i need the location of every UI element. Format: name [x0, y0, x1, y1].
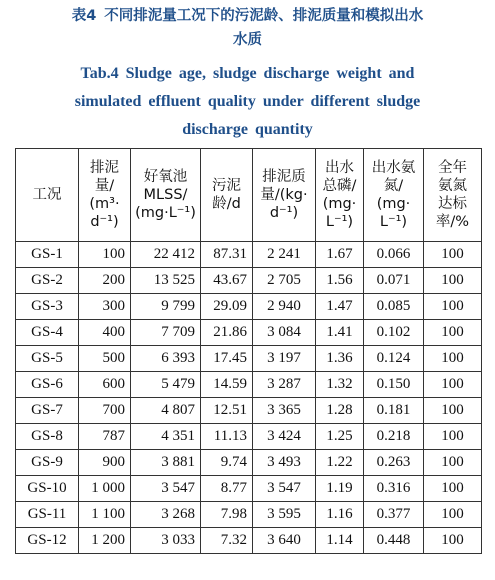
column-header-line: (mg·	[322, 196, 357, 212]
value-cell: 7 709	[131, 320, 201, 346]
value-cell: 787	[79, 424, 131, 450]
column-header-line: 量/	[94, 178, 115, 194]
value-cell: 3 365	[253, 398, 316, 424]
table-caption-chinese	[0, 4, 495, 52]
value-cell: 0.316	[364, 476, 424, 502]
column-header-line: 率/%	[435, 214, 470, 230]
table-row	[16, 268, 482, 294]
value-cell: 3 595	[253, 502, 316, 528]
column-header-line: L⁻¹)	[379, 214, 408, 230]
value-cell: 5 479	[131, 372, 201, 398]
condition-cell: GS-2	[16, 268, 79, 294]
value-cell: 1.22	[316, 450, 364, 476]
condition-cell: GS-12	[16, 528, 79, 554]
value-cell: 700	[79, 398, 131, 424]
caption-cn-label: 表4	[71, 8, 97, 24]
value-cell: 0.218	[364, 424, 424, 450]
column-header-line: 氨氮	[438, 178, 467, 194]
column-header-line: 量/(kg·	[260, 187, 308, 203]
sludge-data-table	[15, 148, 482, 554]
condition-cell: GS-4	[16, 320, 79, 346]
value-cell: 6 393	[131, 346, 201, 372]
value-cell: 100	[424, 502, 482, 528]
value-cell: 100	[424, 268, 482, 294]
value-cell: 0.066	[364, 242, 424, 268]
value-cell: 3 033	[131, 528, 201, 554]
value-cell: 3 197	[253, 346, 316, 372]
value-cell: 13 525	[131, 268, 201, 294]
condition-cell: GS-9	[16, 450, 79, 476]
value-cell: 3 493	[253, 450, 316, 476]
column-header-line: 氮/	[383, 178, 404, 194]
value-cell: 100	[424, 450, 482, 476]
value-cell: 12.51	[201, 398, 253, 424]
value-cell: 3 547	[253, 476, 316, 502]
value-cell: 300	[79, 294, 131, 320]
table-row	[16, 450, 482, 476]
value-cell: 400	[79, 320, 131, 346]
value-cell: 1.47	[316, 294, 364, 320]
value-cell: 3 268	[131, 502, 201, 528]
column-header-line: L⁻¹)	[325, 214, 354, 230]
value-cell: 100	[424, 476, 482, 502]
column-header-3	[201, 149, 253, 242]
value-cell: 0.448	[364, 528, 424, 554]
condition-cell: GS-8	[16, 424, 79, 450]
value-cell: 3 547	[131, 476, 201, 502]
caption-cn-line-2: 水质	[233, 32, 262, 48]
value-cell: 100	[424, 528, 482, 554]
column-header-line: 好氧池	[143, 169, 188, 185]
value-cell: 100	[424, 398, 482, 424]
column-header-line: 达标	[438, 196, 467, 212]
value-cell: 1 200	[79, 528, 131, 554]
value-cell: 2 705	[253, 268, 316, 294]
value-cell: 100	[424, 320, 482, 346]
caption-cn-title: 不同排泥量工况下的污泥龄、排泥质量和模拟出水	[104, 8, 424, 24]
value-cell: 0.085	[364, 294, 424, 320]
table-caption-english	[0, 60, 495, 144]
table-row	[16, 476, 482, 502]
value-cell: 4 807	[131, 398, 201, 424]
value-cell: 1.14	[316, 528, 364, 554]
table-row	[16, 294, 482, 320]
table-row	[16, 372, 482, 398]
column-header-5	[316, 149, 364, 242]
value-cell: 600	[79, 372, 131, 398]
value-cell: 100	[424, 242, 482, 268]
value-cell: 3 287	[253, 372, 316, 398]
value-cell: 100	[424, 294, 482, 320]
table-row	[16, 398, 482, 424]
column-header-line: (m³·	[89, 196, 120, 212]
value-cell: 1.36	[316, 346, 364, 372]
value-cell: 0.071	[364, 268, 424, 294]
value-cell: 1.19	[316, 476, 364, 502]
value-cell: 1.32	[316, 372, 364, 398]
condition-cell: GS-6	[16, 372, 79, 398]
table-row	[16, 242, 482, 268]
value-cell: 87.31	[201, 242, 253, 268]
value-cell: 1 100	[79, 502, 131, 528]
column-header-1	[79, 149, 131, 242]
value-cell: 0.181	[364, 398, 424, 424]
value-cell: 11.13	[201, 424, 253, 450]
value-cell: 3 640	[253, 528, 316, 554]
column-header-line: 总磷/	[322, 178, 357, 194]
table-body	[16, 242, 482, 554]
column-header-line: 龄/d	[212, 196, 241, 212]
column-header-line: 全年	[438, 160, 467, 176]
value-cell: 3 084	[253, 320, 316, 346]
column-header-line: d⁻¹)	[90, 214, 119, 230]
caption-en-line-3: discharge quantity	[182, 121, 313, 138]
value-cell: 0.150	[364, 372, 424, 398]
value-cell: 1.56	[316, 268, 364, 294]
value-cell: 8.77	[201, 476, 253, 502]
value-cell: 29.09	[201, 294, 253, 320]
value-cell: 0.377	[364, 502, 424, 528]
caption-en-line-2: simulated effluent quality under different sludge	[74, 93, 421, 110]
value-cell: 3 881	[131, 450, 201, 476]
value-cell: 0.124	[364, 346, 424, 372]
value-cell: 1 000	[79, 476, 131, 502]
value-cell: 0.263	[364, 450, 424, 476]
value-cell: 9.74	[201, 450, 253, 476]
value-cell: 43.67	[201, 268, 253, 294]
table-row	[16, 424, 482, 450]
table-row	[16, 320, 482, 346]
column-header-line: 工况	[32, 187, 62, 203]
column-header-4	[253, 149, 316, 242]
value-cell: 100	[424, 372, 482, 398]
value-cell: 2 940	[253, 294, 316, 320]
value-cell: 0.102	[364, 320, 424, 346]
column-header-line: 出水	[325, 160, 354, 176]
table-row	[16, 528, 482, 554]
value-cell: 2 241	[253, 242, 316, 268]
condition-cell: GS-11	[16, 502, 79, 528]
value-cell: 3 424	[253, 424, 316, 450]
condition-cell: GS-7	[16, 398, 79, 424]
value-cell: 1.41	[316, 320, 364, 346]
column-header-line: d⁻¹)	[269, 205, 299, 221]
column-header-line: (mg·	[376, 196, 411, 212]
value-cell: 7.98	[201, 502, 253, 528]
table-row	[16, 502, 482, 528]
column-header-line: 污泥	[212, 178, 241, 194]
value-cell: 1.28	[316, 398, 364, 424]
condition-cell: GS-3	[16, 294, 79, 320]
value-cell: 7.32	[201, 528, 253, 554]
value-cell: 500	[79, 346, 131, 372]
value-cell: 1.25	[316, 424, 364, 450]
table-header-row	[16, 149, 482, 242]
value-cell: 21.86	[201, 320, 253, 346]
value-cell: 17.45	[201, 346, 253, 372]
column-header-0	[16, 149, 79, 242]
value-cell: 22 412	[131, 242, 201, 268]
column-header-line: 排泥	[90, 160, 119, 176]
condition-cell: GS-5	[16, 346, 79, 372]
value-cell: 1.67	[316, 242, 364, 268]
caption-cn-line-1	[0, 4, 495, 28]
value-cell: 14.59	[201, 372, 253, 398]
column-header-2	[131, 149, 201, 242]
column-header-line: (mg·L⁻¹)	[135, 205, 196, 221]
condition-cell: GS-1	[16, 242, 79, 268]
condition-cell: GS-10	[16, 476, 79, 502]
value-cell: 9 799	[131, 294, 201, 320]
column-header-line: 排泥质	[262, 169, 306, 185]
column-header-6	[364, 149, 424, 242]
value-cell: 100	[424, 346, 482, 372]
value-cell: 4 351	[131, 424, 201, 450]
value-cell: 1.16	[316, 502, 364, 528]
value-cell: 200	[79, 268, 131, 294]
caption-en-line-1: Tab.4 Sludge age, sludge discharge weight and	[80, 65, 415, 82]
value-cell: 900	[79, 450, 131, 476]
value-cell: 100	[424, 424, 482, 450]
column-header-line: MLSS/	[143, 187, 188, 203]
column-header-line: 出水氨	[371, 160, 416, 176]
table-row	[16, 346, 482, 372]
column-header-7	[424, 149, 482, 242]
value-cell: 100	[79, 242, 131, 268]
